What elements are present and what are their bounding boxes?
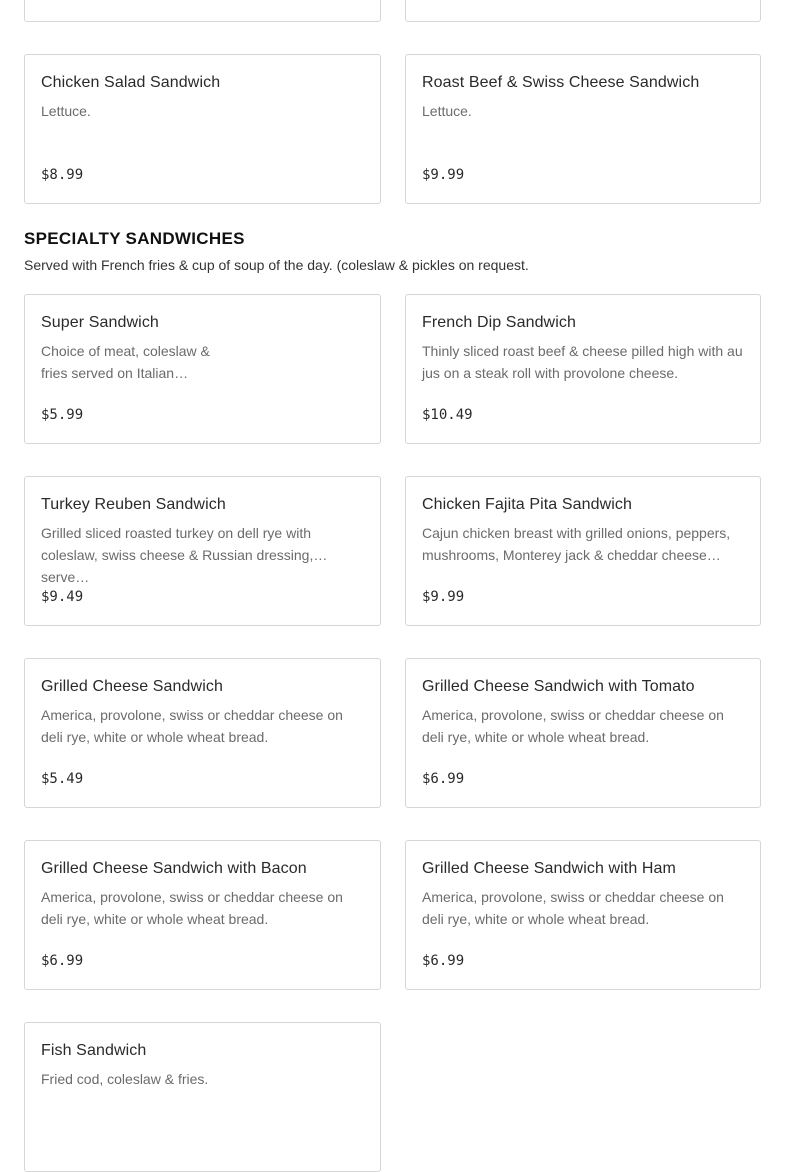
item-name: Chicken Salad Sandwich (41, 74, 221, 91)
menu-item-card[interactable] (24, 658, 381, 808)
item-name: Fish Sandwich (41, 1042, 147, 1059)
menu-item-card[interactable] (24, 54, 381, 204)
item-description: Fried cod, coleslaw & fries. (41, 1071, 209, 1087)
item-description: Lettuce. (41, 103, 91, 119)
menu-item-card[interactable] (24, 294, 381, 444)
section-title: SPECIALTY SANDWICHES (24, 229, 245, 248)
item-name: Grilled Cheese Sandwich (41, 678, 223, 695)
item-name: Grilled Cheese Sandwich with Ham (422, 860, 676, 877)
menu-item-card[interactable] (405, 476, 761, 626)
item-description: Cajun chicken breast with grilled onions, peppers, mushrooms, Monterey jack & cheddar cheese… (422, 525, 731, 563)
item-price: $5.99 (41, 407, 84, 423)
section-description: Served with French fries & cup of soup of the day. (coleslaw & pickles on request. (24, 257, 529, 273)
item-name: Turkey Reuben Sandwich (41, 496, 226, 513)
item-price: $10.49 (422, 407, 473, 423)
item-name: Grilled Cheese Sandwich with Bacon (41, 860, 307, 877)
item-name: French Dip Sandwich (422, 314, 576, 331)
item-price: $6.99 (422, 953, 465, 969)
item-name: Grilled Cheese Sandwich with Tomato (422, 678, 695, 695)
menu-item-card[interactable] (405, 294, 761, 444)
item-price: $6.99 (41, 953, 84, 969)
item-price (41, 0, 49, 1)
item-description: America, provolone, swiss or cheddar cheese on deli rye, white or whole wheat bread. (422, 707, 724, 745)
menu-item-card[interactable] (405, 0, 761, 22)
item-price: $8.99 (41, 167, 84, 183)
item-name: Chicken Fajita Pita Sandwich (422, 496, 633, 513)
item-price: $9.99 (422, 589, 465, 605)
item-description: America, provolone, swiss or cheddar cheese on deli rye, white or whole wheat bread. (41, 889, 343, 927)
menu-item-card[interactable] (405, 840, 761, 990)
item-price: $9.99 (422, 167, 465, 183)
item-description: Thinly sliced roast beef & cheese pilled high with au jus on a steak roll with provolone cheese. (422, 343, 743, 381)
menu-item-card[interactable] (24, 840, 381, 990)
item-price: $6.99 (422, 771, 465, 787)
menu-item-card[interactable] (405, 54, 761, 204)
menu-item-card[interactable] (24, 476, 381, 626)
item-description: America, provolone, swiss or cheddar cheese on deli rye, white or whole wheat bread. (422, 889, 724, 927)
item-description: Lettuce. (422, 103, 472, 119)
item-name: Super Sandwich (41, 314, 159, 331)
item-price (422, 0, 430, 1)
item-description: Grilled sliced roasted turkey on dell rye with coleslaw, swiss cheese & Russian dressing, serve… (41, 525, 314, 585)
item-price: $5.49 (41, 771, 84, 787)
item-description: Choice of meat, coleslaw & fries served on Italian… (41, 343, 210, 381)
menu-item-card[interactable] (24, 1022, 381, 1172)
item-name: Roast Beef & Swiss Cheese Sandwich (422, 74, 700, 91)
menu-item-card[interactable] (24, 0, 381, 22)
item-price: $9.49 (41, 589, 84, 605)
item-description: America, provolone, swiss or cheddar cheese on deli rye, white or whole wheat bread. (41, 707, 343, 745)
menu-item-card[interactable] (405, 658, 761, 808)
